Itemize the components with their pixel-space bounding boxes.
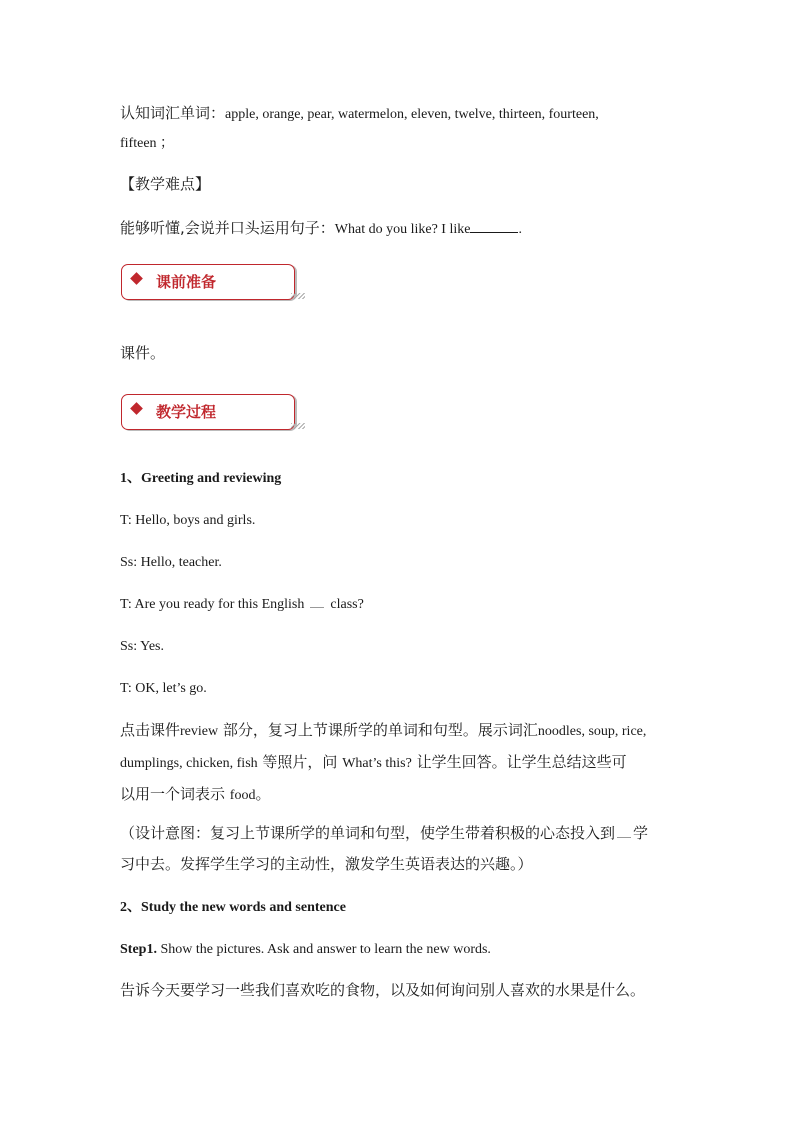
dialogue-tail: class?	[330, 597, 364, 612]
dialogue-line: T: OK, let’s go.	[120, 681, 207, 696]
answer-blank	[470, 218, 518, 233]
difficulty-label: 能够听懂,会说并口头运用句子：	[120, 219, 335, 237]
dialogue-text: T: Are you ready for this English	[120, 597, 305, 612]
step-line	[120, 940, 491, 960]
hatch-decoration	[291, 293, 305, 299]
design-intent-paragraph	[120, 818, 676, 880]
section-title-process: 教学过程	[156, 403, 217, 421]
para-text: 以用一个词表示	[120, 785, 230, 803]
para-en: What’s this?	[342, 756, 412, 771]
dialogue-line: Ss: Hello, teacher.	[120, 555, 222, 570]
para-text: 学	[633, 824, 649, 842]
difficulty-heading: 【教学难点】	[120, 175, 211, 193]
vocab-line	[120, 103, 599, 125]
para-en: noodles, soup, rice,	[537, 724, 647, 739]
diamond-icon	[130, 272, 143, 285]
section-box-process	[121, 394, 295, 430]
dialogue-line: Ss: Yes.	[120, 639, 164, 654]
para-text: 习中去。发挥学生学习的主动性，激发学生英语表达的兴趣。）	[120, 855, 533, 873]
para-text: 。	[255, 785, 271, 803]
last-line: 告诉今天要学习一些我们喜欢吃的食物，以及如何询问别人喜欢的水果是什么。	[120, 981, 646, 999]
step2-heading: 2、Study the new words and sentence	[120, 900, 346, 915]
vocab-label: 认知词汇单词：	[120, 104, 226, 122]
inline-blank	[617, 827, 631, 838]
difficulty-end: .	[518, 222, 522, 237]
para-text: （设计意图：复习上节课所学的单词和句型，使学生带着积极的心态投入到	[120, 824, 616, 842]
section-title-prep: 课前准备	[156, 273, 217, 291]
dialogue-line: T: Hello, boys and girls.	[120, 513, 256, 528]
difficulty-sentence: What do you like? I like	[334, 222, 471, 237]
prep-content: 课件。	[120, 344, 166, 362]
review-paragraph	[120, 715, 676, 811]
para-text: 等照片，问	[257, 753, 343, 771]
para-text: 让学生回答。让学生总结这些可	[411, 753, 627, 771]
para-en: review	[180, 724, 219, 739]
diamond-icon	[130, 402, 143, 415]
hatch-decoration	[291, 423, 305, 429]
section-box-prep	[121, 264, 295, 300]
inline-blank	[310, 597, 324, 608]
para-en: dumplings, chicken, fish	[120, 756, 258, 771]
step1-heading: 1、Greeting and reviewing	[120, 471, 282, 486]
difficulty-line	[120, 218, 522, 240]
vocab-words: apple, orange, pear, watermelon, eleven, twelve, thirteen, fourteen,	[225, 107, 599, 122]
para-en: food	[229, 788, 256, 803]
vocab-line-cont: fifteen ；	[120, 136, 175, 151]
step-text: Show the pictures. Ask and answer to learn the new words.	[156, 942, 491, 957]
para-text: 部分，复习上节课所学的单词和句型。展示词汇	[218, 721, 538, 739]
dialogue-line	[120, 595, 364, 615]
para-text: 点击课件	[120, 721, 181, 739]
step-label: Step1.	[120, 942, 157, 957]
